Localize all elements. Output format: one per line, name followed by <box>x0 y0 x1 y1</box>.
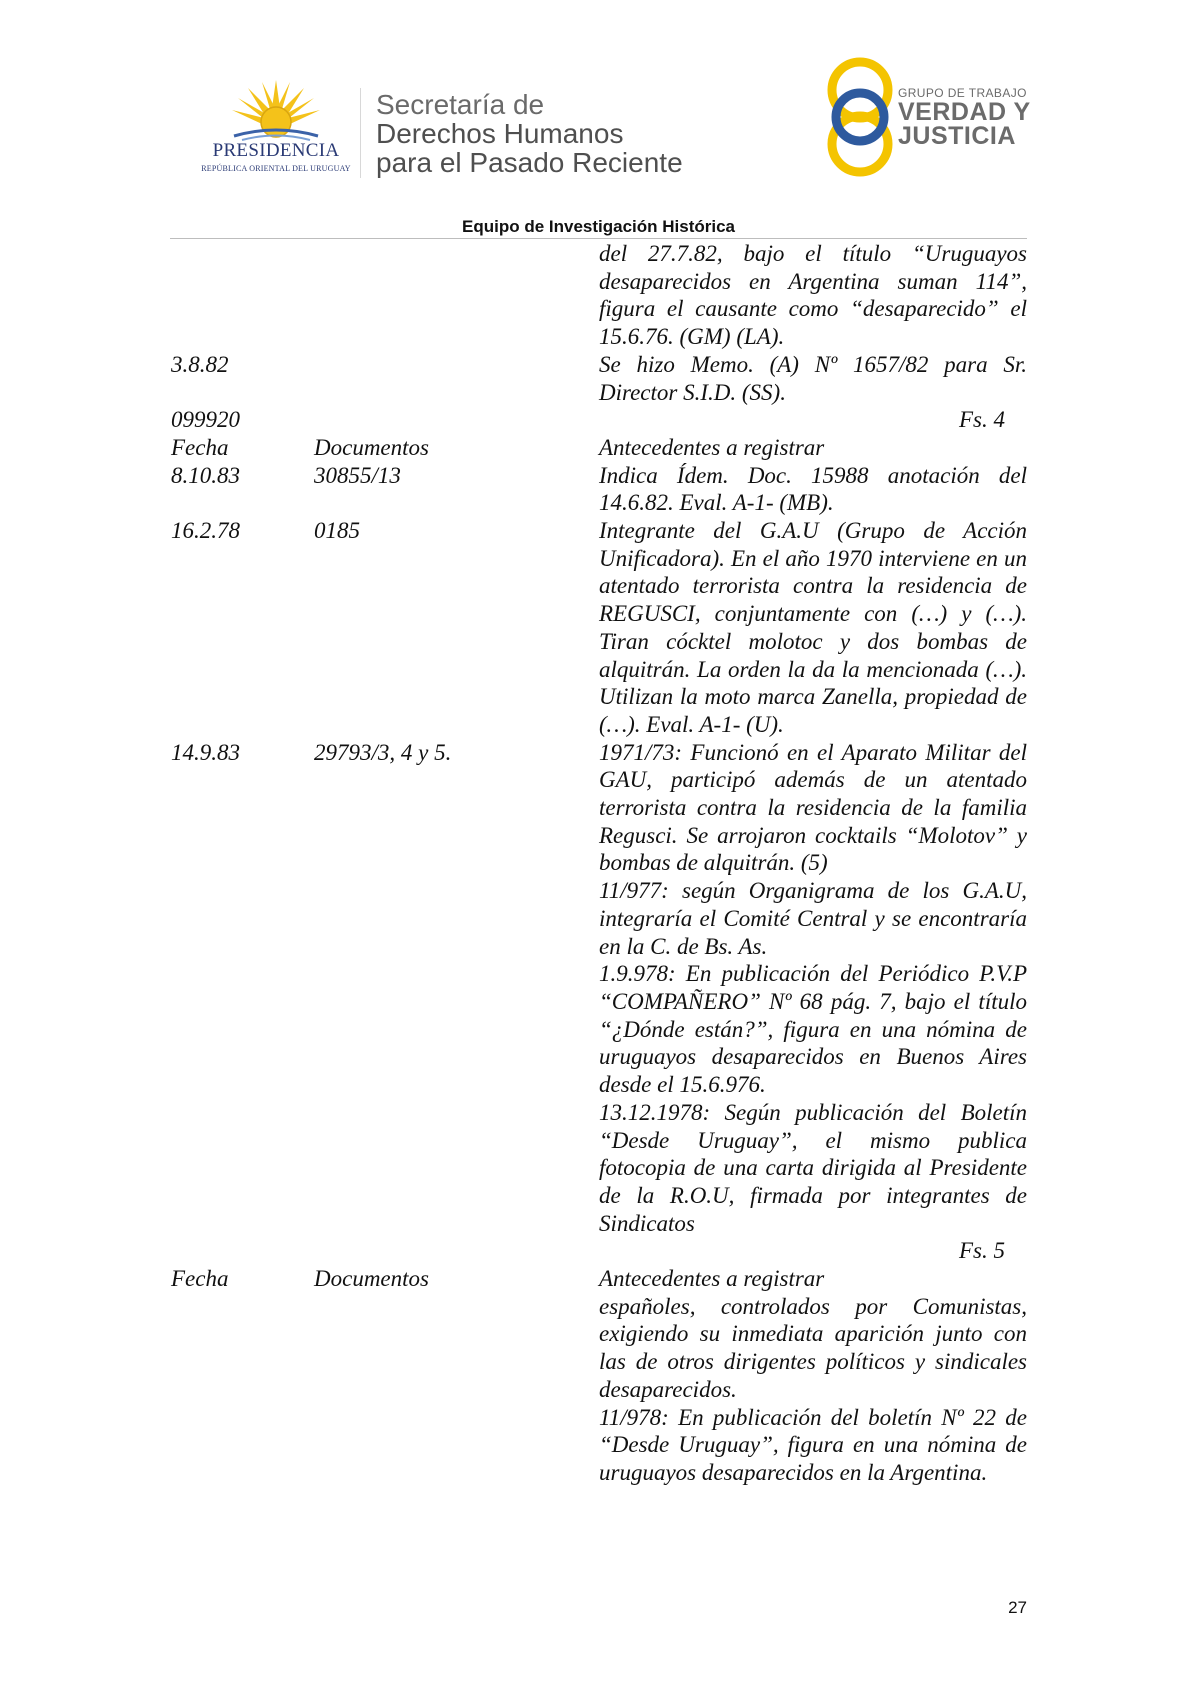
record-document: 30855/13 <box>314 462 401 488</box>
presidencia-logo <box>196 78 356 178</box>
record-text: del 27.7.82, bajo el título “Uruguayos desaparecidos en Argentina suman 114”, figura el causante como “desaparecido” el 15.6.76. (GM) (LA). <box>599 241 1027 350</box>
logo-divider <box>360 88 361 178</box>
record-row <box>0 351 1190 406</box>
record-document: 29793/3, 4 y 5. <box>314 739 452 765</box>
gtvj-line-3: JUSTICIA <box>898 122 1016 150</box>
record-row <box>0 1404 1190 1487</box>
page-number: 27 <box>1008 1598 1027 1617</box>
record-row <box>0 1293 1190 1404</box>
sun-icon <box>228 78 324 142</box>
record-row <box>0 240 1190 351</box>
gtvj-line-2: VERDAD Y <box>898 98 1031 126</box>
verdad-justicia-logo <box>822 54 1032 180</box>
record-code: 099920 <box>171 407 240 433</box>
folio-row <box>0 406 1190 434</box>
record-row <box>0 517 1190 739</box>
record-text: españoles, controlados por Comunistas, exigiendo su inmediata aparición junto con las de otros dirigentes políticos y sindicales desaparecidos. <box>599 1293 1027 1402</box>
gtvj-wordmark <box>898 86 1031 148</box>
folio-number: Fs. 4 <box>959 407 1005 433</box>
record-text: Integrante del G.A.U (Grupo de Acción Unificadora). En el año 1970 interviene en un atentado terrorista contra la residencia de REGUSCI, conjuntamente con (…) y (…). Tiran cócktel molotoc y dos bombas de alquitrán. La orden la da la mencionada (…). Utilizan la moto marca Zanella, propiedad de (…). Eval. A-1- (U). <box>599 518 1027 737</box>
column-header-antecedentes: Antecedentes a registrar <box>599 1266 825 1292</box>
folio-number: Fs. 5 <box>959 1238 1005 1264</box>
record-text: Se hizo Memo. (A) Nº 1657/82 para Sr. Director S.I.D. (SS). <box>599 351 1027 405</box>
record-row <box>0 462 1190 517</box>
secretaria-line-1: Secretaría de <box>376 89 545 120</box>
secretaria-line-3: para el Pasado Reciente <box>376 147 683 178</box>
rings-icon <box>822 54 898 180</box>
page-header <box>0 0 1190 240</box>
folio-row <box>0 1237 1190 1265</box>
presidencia-name: PRESIDENCIA <box>212 140 340 161</box>
secretaria-logo <box>376 90 683 177</box>
presidencia-subtitle: REPÚBLICA ORIENTAL DEL URUGUAY <box>201 164 351 173</box>
column-header-documentos: Documentos <box>314 1266 429 1292</box>
record-text: Indica Ídem. Doc. 15988 anotación del 14.6.82. Eval. A-1- (MB). <box>599 462 1027 516</box>
record-date: 16.2.78 <box>171 518 240 544</box>
column-header-row <box>0 1265 1190 1293</box>
column-header-antecedentes: Antecedentes a registrar <box>599 434 825 460</box>
record-row <box>0 739 1190 878</box>
column-header-documentos: Documentos <box>314 434 429 460</box>
column-header-fecha: Fecha <box>171 434 229 460</box>
record-text: 13.12.1978: Según publicación del Boletín “Desde Uruguay”, el mismo publica fotocopia de una carta dirigida al Presidente de la R.O.U, firmada por integrantes de Sindicatos <box>599 1099 1027 1236</box>
record-date: 14.9.83 <box>171 739 240 765</box>
gtvj-line-1: GRUPO DE TRABAJO <box>898 86 1027 100</box>
record-row <box>0 1099 1190 1238</box>
records-body <box>0 240 1190 1487</box>
record-date: 3.8.82 <box>171 351 229 377</box>
column-header-row <box>0 434 1190 462</box>
record-row <box>0 960 1190 1099</box>
record-row <box>0 877 1190 960</box>
record-text: 11/977: según Organigrama de los G.A.U, integraría el Comité Central y se encontraría en la C. de Bs. As. <box>599 878 1027 959</box>
header-rule <box>170 238 1027 239</box>
record-date: 8.10.83 <box>171 462 240 488</box>
record-document: 0185 <box>314 518 360 544</box>
record-text: 1.9.978: En publicación del Periódico P.V.P “COMPAÑERO” Nº 68 pág. 7, bajo el título “¿Dónde están?”, figura en una nómina de uruguayos desaparecidos en Buenos Aires desde el 15.6.976. <box>599 961 1027 1098</box>
team-title: Equipo de Investigación Histórica <box>462 217 735 236</box>
secretaria-line-2: Derechos Humanos <box>376 118 624 149</box>
column-header-fecha: Fecha <box>171 1266 229 1292</box>
record-text: 1971/73: Funcionó en el Aparato Militar del GAU, participó además de un atentado terrorista contra la residencia de la familia Regusci. Se arrojaron cocktails “Molotov” y bombas de alquitrán. (5) <box>599 739 1027 876</box>
record-text: 11/978: En publicación del boletín Nº 22 de “Desde Uruguay”, figura en una nómina de uruguayos desaparecidos en la Argentina. <box>599 1404 1027 1485</box>
